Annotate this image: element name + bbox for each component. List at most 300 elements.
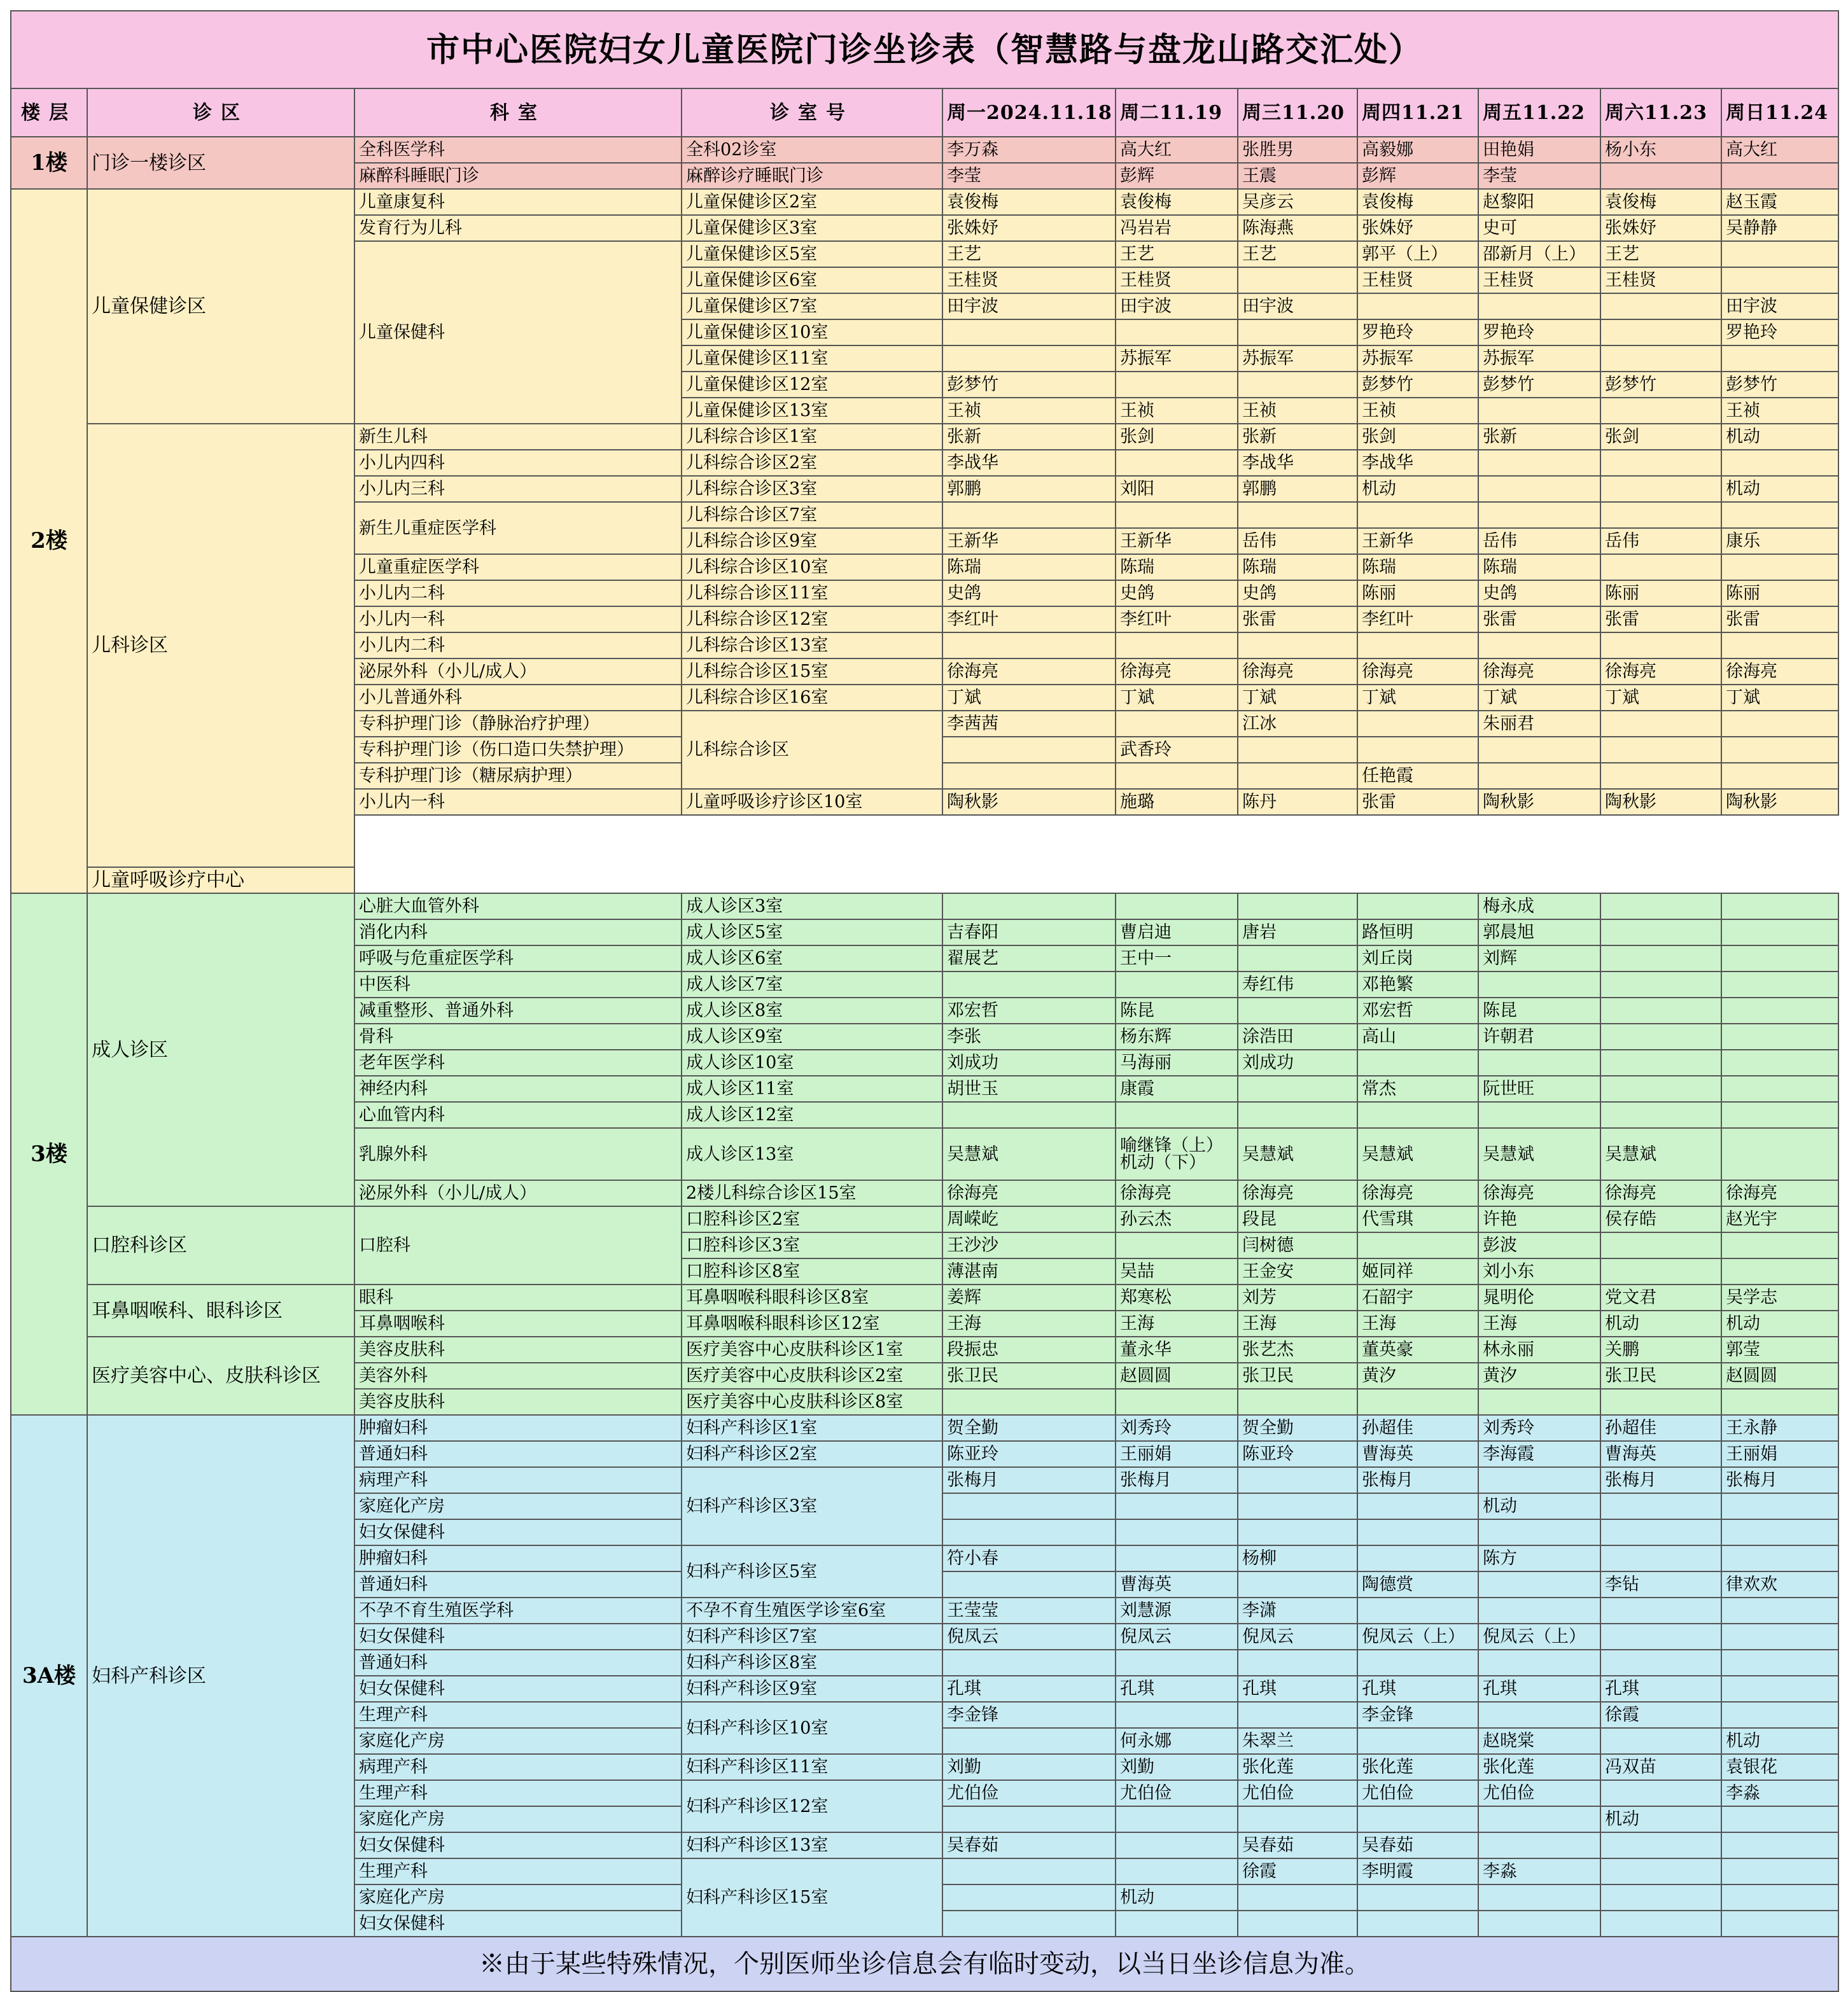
header-day-wed: 周三11.20	[1238, 88, 1357, 137]
doctor-cell: 张雷	[1478, 606, 1600, 632]
room-label: 儿童保健诊区12室	[682, 372, 942, 398]
doctor-cell: 张新	[1478, 424, 1600, 450]
area-label: 医疗美容中心、皮肤科诊区	[87, 1337, 354, 1415]
doctor-cell	[1721, 1519, 1838, 1545]
header-day-sat: 周六11.23	[1600, 88, 1721, 137]
doctor-cell: 郭莹	[1721, 1337, 1838, 1363]
doctor-cell: 王祯	[1721, 398, 1838, 424]
doctor-cell	[1721, 1650, 1838, 1676]
doctor-cell	[1478, 1050, 1600, 1076]
doctor-cell: 陶秋影	[942, 789, 1116, 815]
floor-label: 2楼	[11, 189, 87, 893]
doctor-cell	[1478, 1806, 1600, 1832]
dept-label: 专科护理门诊（糖尿病护理）	[354, 763, 682, 789]
doctor-cell: 机动	[1721, 1728, 1838, 1754]
doctor-cell: 孙云杰	[1116, 1206, 1238, 1232]
room-label: 妇科产科诊区13室	[682, 1832, 942, 1858]
doctor-cell: 王祯	[1357, 398, 1478, 424]
doctor-cell: 贺全勤	[942, 1415, 1116, 1441]
doctor-cell: 袁银花	[1721, 1754, 1838, 1780]
doctor-cell: 刘秀玲	[1478, 1415, 1600, 1441]
area-label: 口腔科诊区	[87, 1206, 354, 1285]
dept-label: 眼科	[354, 1285, 682, 1311]
doctor-cell: 侯存皓	[1600, 1206, 1721, 1232]
footer-note: ※由于某些特殊情况，个别医师坐诊信息会有临时变动，以当日坐诊信息为准。	[11, 1937, 1838, 1991]
doctor-cell: 袁俊梅	[1357, 189, 1478, 215]
table-row	[11, 1206, 1838, 1232]
doctor-cell	[942, 1389, 1116, 1415]
doctor-cell	[942, 1519, 1116, 1545]
doctor-cell	[942, 1571, 1116, 1598]
doctor-cell	[1478, 1650, 1600, 1676]
doctor-cell	[1357, 737, 1478, 763]
doctor-cell	[1600, 919, 1721, 945]
doctor-cell: 王祯	[942, 398, 1116, 424]
doctor-cell	[1478, 1467, 1600, 1493]
doctor-cell	[1116, 1102, 1238, 1128]
dept-label: 新生儿重症医学科	[354, 502, 682, 554]
doctor-cell	[1478, 1389, 1600, 1415]
room-label: 儿科综合诊区1室	[682, 424, 942, 450]
dept-label: 儿童重症医学科	[354, 554, 682, 580]
schedule-container	[10, 10, 1838, 1979]
doctor-cell	[1357, 893, 1478, 919]
table-row	[11, 189, 1838, 215]
room-label: 妇科产科诊区1室	[682, 1415, 942, 1441]
doctor-cell	[1357, 1050, 1478, 1076]
header-day-sun: 周日11.24	[1721, 88, 1838, 137]
room-label: 儿童保健诊区7室	[682, 293, 942, 319]
doctor-cell: 彭辉	[1357, 163, 1478, 189]
doctor-cell	[1478, 476, 1600, 502]
doctor-cell	[1600, 1519, 1721, 1545]
doctor-cell: 王中一	[1116, 945, 1238, 972]
doctor-cell: 刘成功	[1238, 1050, 1357, 1076]
dept-label: 美容外科	[354, 1363, 682, 1389]
doctor-cell: 王海	[1478, 1311, 1600, 1337]
doctor-cell: 尤伯俭	[1478, 1780, 1600, 1806]
doctor-cell: 姬同祥	[1357, 1258, 1478, 1285]
room-label: 成人诊区9室	[682, 1024, 942, 1050]
doctor-cell: 张梅月	[1600, 1467, 1721, 1493]
doctor-cell	[1721, 1493, 1838, 1519]
doctor-cell	[1357, 1102, 1478, 1128]
doctor-cell: 彭梦竹	[1478, 372, 1600, 398]
doctor-cell	[1600, 1545, 1721, 1571]
doctor-cell: 郭晨旭	[1478, 919, 1600, 945]
room-label: 全科02诊室	[682, 137, 942, 163]
doctor-cell	[1600, 1858, 1721, 1884]
table-row	[11, 1415, 1838, 1441]
doctor-cell: 王桂贤	[942, 267, 1116, 293]
doctor-cell: 岳伟	[1238, 528, 1357, 554]
doctor-cell	[1357, 1493, 1478, 1519]
doctor-cell: 张新	[942, 424, 1116, 450]
doctor-cell: 冯岩岩	[1116, 215, 1238, 241]
doctor-cell	[1721, 1858, 1838, 1884]
doctor-cell: 王海	[1357, 1311, 1478, 1337]
doctor-cell: 李淼	[1721, 1780, 1838, 1806]
doctor-cell: 史鸽	[942, 580, 1116, 606]
doctor-cell: 史鸽	[1238, 580, 1357, 606]
doctor-cell: 何永娜	[1116, 1728, 1238, 1754]
dept-label: 神经内科	[354, 1076, 682, 1102]
doctor-cell	[1116, 711, 1238, 737]
doctor-cell	[1357, 1545, 1478, 1571]
doctor-cell: 机动	[1600, 1806, 1721, 1832]
dept-label: 中医科	[354, 972, 682, 998]
room-label: 儿科综合诊区15室	[682, 658, 942, 685]
doctor-cell: 涂浩田	[1238, 1024, 1357, 1050]
dept-label: 消化内科	[354, 919, 682, 945]
doctor-cell	[942, 1911, 1116, 1937]
doctor-cell	[1116, 1493, 1238, 1519]
doctor-cell	[1238, 998, 1357, 1024]
header-area: 诊区	[87, 88, 354, 137]
doctor-cell	[1478, 632, 1600, 658]
doctor-cell	[1357, 1650, 1478, 1676]
room-label: 不孕不育生殖医学诊室6室	[682, 1598, 942, 1624]
doctor-cell	[1600, 1024, 1721, 1050]
doctor-cell	[1600, 737, 1721, 763]
doctor-cell	[1600, 998, 1721, 1024]
doctor-cell	[1238, 1806, 1357, 1832]
doctor-cell: 路恒明	[1357, 919, 1478, 945]
doctor-cell: 唐岩	[1238, 919, 1357, 945]
doctor-cell	[1238, 632, 1357, 658]
doctor-cell	[1238, 1493, 1357, 1519]
doctor-cell: 王海	[1238, 1311, 1357, 1337]
doctor-cell: 黄汐	[1357, 1363, 1478, 1389]
doctor-cell	[1600, 1493, 1721, 1519]
doctor-name: 喻继锋（上）	[1120, 1136, 1223, 1155]
doctor-cell	[1238, 1389, 1357, 1415]
doctor-cell: 徐海亮	[1357, 1180, 1478, 1206]
doctor-cell: 冯双苗	[1600, 1754, 1721, 1780]
doctor-cell	[1600, 1780, 1721, 1806]
dept-label: 儿童康复科	[354, 189, 682, 215]
doctor-cell	[942, 502, 1116, 528]
dept-label: 减重整形、普通外科	[354, 998, 682, 1024]
doctor-cell: 田宇波	[942, 293, 1116, 319]
doctor-cell: 张剑	[1600, 424, 1721, 450]
doctor-cell: 吉春阳	[942, 919, 1116, 945]
doctor-cell	[1721, 1024, 1838, 1050]
doctor-cell: 康乐	[1721, 528, 1838, 554]
doctor-cell: 李金锋	[942, 1702, 1116, 1728]
room-label: 妇科产科诊区5室	[682, 1545, 942, 1598]
doctor-cell	[1238, 1102, 1357, 1128]
doctor-cell: 李明霞	[1357, 1858, 1478, 1884]
doctor-cell: 苏振军	[1116, 345, 1238, 372]
doctor-cell	[1721, 1076, 1838, 1102]
doctor-cell: 田宇波	[1238, 293, 1357, 319]
doctor-cell: 段昆	[1238, 1206, 1357, 1232]
dept-label: 美容皮肤科	[354, 1337, 682, 1363]
room-label: 儿童呼吸诊疗诊区10室	[682, 789, 942, 815]
doctor-cell: 高毅娜	[1357, 137, 1478, 163]
doctor-cell: 陈丽	[1721, 580, 1838, 606]
doctor-cell: 机动	[1116, 1884, 1238, 1911]
room-label: 耳鼻咽喉科眼科诊区12室	[682, 1311, 942, 1337]
doctor-cell: 王艺	[1600, 241, 1721, 267]
doctor-cell	[1600, 1624, 1721, 1650]
doctor-cell: 任艳霞	[1357, 763, 1478, 789]
doctor-cell	[1600, 502, 1721, 528]
doctor-cell: 寿红伟	[1238, 972, 1357, 998]
doctor-cell	[1721, 711, 1838, 737]
header-room: 诊室号	[682, 88, 942, 137]
doctor-cell: 段振忠	[942, 1337, 1116, 1363]
doctor-cell: 苏振军	[1357, 345, 1478, 372]
doctor-cell: 陶德赏	[1357, 1571, 1478, 1598]
doctor-cell: 王金安	[1238, 1258, 1357, 1285]
doctor-cell: 李茜茜	[942, 711, 1116, 737]
header-dept: 科室	[354, 88, 682, 137]
room-label: 成人诊区5室	[682, 919, 942, 945]
doctor-cell: 彭梦竹	[1600, 372, 1721, 398]
doctor-cell: 关鹏	[1600, 1337, 1721, 1363]
dept-label: 小儿内三科	[354, 476, 682, 502]
doctor-cell	[1357, 1389, 1478, 1415]
doctor-cell: 陈瑞	[1357, 554, 1478, 580]
room-label: 成人诊区6室	[682, 945, 942, 972]
dept-label: 乳腺外科	[354, 1128, 682, 1180]
doctor-cell	[1116, 1806, 1238, 1832]
doctor-cell	[1721, 1598, 1838, 1624]
doctor-cell	[1721, 554, 1838, 580]
doctor-cell	[1116, 450, 1238, 476]
doctor-cell: 马海丽	[1116, 1050, 1238, 1076]
doctor-cell: 高山	[1357, 1024, 1478, 1050]
doctor-cell	[1600, 554, 1721, 580]
doctor-cell: 尤伯俭	[1116, 1780, 1238, 1806]
doctor-cell	[1600, 319, 1721, 345]
room-label: 儿科综合诊区3室	[682, 476, 942, 502]
doctor-cell	[1238, 763, 1357, 789]
room-label: 2楼儿科综合诊区15室	[682, 1180, 942, 1206]
table-row	[11, 867, 1838, 893]
doctor-cell: 刘阳	[1116, 476, 1238, 502]
doctor-cell: 许艳	[1478, 1206, 1600, 1232]
doctor-cell: 丁斌	[1238, 685, 1357, 711]
doctor-cell	[1600, 1728, 1721, 1754]
doctor-cell: 徐海亮	[1357, 658, 1478, 685]
doctor-cell	[1478, 1911, 1600, 1937]
doctor-cell	[1721, 998, 1838, 1024]
doctor-cell	[1600, 763, 1721, 789]
doctor-cell	[1600, 476, 1721, 502]
doctor-cell	[1478, 737, 1600, 763]
doctor-cell: 赵圆圆	[1721, 1363, 1838, 1389]
doctor-cell: 李红叶	[942, 606, 1116, 632]
doctor-cell: 张雷	[1600, 606, 1721, 632]
doctor-cell: 吴慧斌	[942, 1128, 1116, 1180]
doctor-cell: 罗艳玲	[1721, 319, 1838, 345]
doctor-cell: 董英豪	[1357, 1337, 1478, 1363]
doctor-cell: 李莹	[1478, 163, 1600, 189]
doctor-cell	[1721, 737, 1838, 763]
doctor-cell: 符小春	[942, 1545, 1116, 1571]
doctor-cell: 刘慧源	[1116, 1598, 1238, 1624]
dept-label: 妇女保健科	[354, 1911, 682, 1937]
doctor-cell	[942, 1493, 1116, 1519]
doctor-cell: 陶秋影	[1478, 789, 1600, 815]
doctor-cell	[1600, 1832, 1721, 1858]
table-row	[11, 893, 1838, 919]
doctor-cell	[1721, 241, 1838, 267]
doctor-cell: 赵圆圆	[1116, 1363, 1238, 1389]
doctor-cell: 田宇波	[1721, 293, 1838, 319]
doctor-cell: 王震	[1238, 163, 1357, 189]
dept-label: 专科护理门诊（静脉治疗护理）	[354, 711, 682, 737]
doctor-cell: 徐海亮	[1721, 658, 1838, 685]
doctor-cell	[1116, 1702, 1238, 1728]
doctor-cell: 黄汐	[1478, 1363, 1600, 1389]
doctor-cell: 郭平（上）	[1357, 241, 1478, 267]
doctor-cell	[1357, 1884, 1478, 1911]
header-day-fri: 周五11.22	[1478, 88, 1600, 137]
footer-row	[11, 1937, 1838, 1991]
doctor-cell: 李战华	[1357, 450, 1478, 476]
doctor-cell: 李钻	[1600, 1571, 1721, 1598]
doctor-cell: 董永华	[1116, 1337, 1238, 1363]
doctor-cell: 王海	[1116, 1311, 1238, 1337]
doctor-cell: 张化莲	[1238, 1754, 1357, 1780]
table-row	[11, 1337, 1838, 1363]
header-row	[11, 88, 1838, 137]
doctor-cell	[1116, 763, 1238, 789]
doctor-cell	[1721, 893, 1838, 919]
doctor-cell: 徐海亮	[1721, 1180, 1838, 1206]
doctor-cell: 史可	[1478, 215, 1600, 241]
room-label: 儿科综合诊区11室	[682, 580, 942, 606]
dept-label: 普通妇科	[354, 1571, 682, 1598]
floor-label: 3A楼	[11, 1415, 87, 1937]
doctor-cell	[1478, 1102, 1600, 1128]
doctor-cell	[1116, 632, 1238, 658]
doctor-cell	[942, 1806, 1116, 1832]
dept-label: 麻醉科睡眠门诊	[354, 163, 682, 189]
doctor-cell	[1116, 1128, 1238, 1180]
doctor-cell: 张姝妤	[1600, 215, 1721, 241]
doctor-cell: 陈亚玲	[1238, 1441, 1357, 1467]
doctor-cell	[1721, 502, 1838, 528]
doctor-cell	[1478, 293, 1600, 319]
room-label: 成人诊区11室	[682, 1076, 942, 1102]
doctor-cell: 张卫民	[1238, 1363, 1357, 1389]
room-label: 儿科综合诊区9室	[682, 528, 942, 554]
room-label: 成人诊区7室	[682, 972, 942, 998]
doctor-cell: 张化莲	[1357, 1754, 1478, 1780]
doctor-cell	[1116, 372, 1238, 398]
doctor-cell: 张梅月	[1721, 1467, 1838, 1493]
doctor-cell	[1357, 1519, 1478, 1545]
doctor-cell: 倪凤云（上）	[1478, 1624, 1600, 1650]
doctor-cell: 彭梦竹	[1721, 372, 1838, 398]
doctor-cell: 赵玉霞	[1721, 189, 1838, 215]
room-label: 儿童保健诊区13室	[682, 398, 942, 424]
dept-label: 儿童保健科	[354, 241, 682, 424]
dept-label: 小儿内一科	[354, 606, 682, 632]
doctor-cell: 田艳娟	[1478, 137, 1600, 163]
doctor-cell: 丁斌	[1600, 685, 1721, 711]
doctor-cell: 吴春茹	[1357, 1832, 1478, 1858]
dept-label: 肿瘤妇科	[354, 1545, 682, 1571]
doctor-cell	[1600, 632, 1721, 658]
doctor-cell: 邵新月（上）	[1478, 241, 1600, 267]
doctor-cell	[1116, 1858, 1238, 1884]
doctor-cell: 江冰	[1238, 711, 1357, 737]
doctor-cell	[1600, 1050, 1721, 1076]
room-label: 妇科产科诊区8室	[682, 1650, 942, 1676]
doctor-cell	[1478, 450, 1600, 476]
doctor-cell	[1600, 711, 1721, 737]
doctor-cell	[942, 1102, 1116, 1128]
doctor-cell	[1238, 372, 1357, 398]
room-label: 成人诊区3室	[682, 893, 942, 919]
doctor-cell	[942, 1858, 1116, 1884]
doctor-cell: 罗艳玲	[1478, 319, 1600, 345]
doctor-cell: 王艺	[1116, 241, 1238, 267]
dept-label: 妇女保健科	[354, 1519, 682, 1545]
doctor-cell: 施璐	[1116, 789, 1238, 815]
doctor-cell: 梅永成	[1478, 893, 1600, 919]
doctor-cell: 李红叶	[1116, 606, 1238, 632]
doctor-cell: 张剑	[1116, 424, 1238, 450]
doctor-cell: 徐霞	[1600, 1702, 1721, 1728]
doctor-cell: 孙超佳	[1357, 1415, 1478, 1441]
room-label: 妇科产科诊区12室	[682, 1780, 942, 1832]
doctor-cell	[1721, 919, 1838, 945]
doctor-cell: 张卫民	[942, 1363, 1116, 1389]
doctor-cell: 陶秋影	[1721, 789, 1838, 815]
doctor-cell	[1116, 972, 1238, 998]
dept-label: 病理产科	[354, 1754, 682, 1780]
doctor-cell	[1116, 1832, 1238, 1858]
doctor-cell: 史鸽	[1116, 580, 1238, 606]
doctor-cell	[1238, 945, 1357, 972]
doctor-cell: 苏振军	[1238, 345, 1357, 372]
doctor-cell: 李莹	[942, 163, 1116, 189]
doctor-cell: 徐海亮	[1478, 658, 1600, 685]
doctor-cell: 王桂贤	[1357, 267, 1478, 293]
doctor-cell: 阮世旺	[1478, 1076, 1600, 1102]
dept-label: 骨科	[354, 1024, 682, 1050]
doctor-cell: 王新华	[1116, 528, 1238, 554]
doctor-cell: 徐海亮	[1116, 1180, 1238, 1206]
doctor-cell: 吴慧斌	[1478, 1128, 1600, 1180]
doctor-cell: 尤伯俭	[1238, 1780, 1357, 1806]
room-label: 儿科综合诊区	[682, 711, 942, 789]
doctor-cell: 徐海亮	[1116, 658, 1238, 685]
doctor-cell	[1116, 1911, 1238, 1937]
doctor-cell: 张姝妤	[942, 215, 1116, 241]
doctor-cell: 田宇波	[1116, 293, 1238, 319]
room-label: 妇科产科诊区2室	[682, 1441, 942, 1467]
dept-label: 泌尿外科（小儿/成人）	[354, 658, 682, 685]
doctor-cell: 陈丽	[1600, 580, 1721, 606]
room-label: 医疗美容中心皮肤科诊区8室	[682, 1389, 942, 1415]
doctor-cell	[1238, 1650, 1357, 1676]
doctor-cell: 杨东辉	[1116, 1024, 1238, 1050]
dept-label: 心脏大血管外科	[354, 893, 682, 919]
doctor-cell: 吴慧斌	[1600, 1128, 1721, 1180]
doctor-cell: 丁斌	[1478, 685, 1600, 711]
dept-label: 家庭化产房	[354, 1884, 682, 1911]
doctor-cell: 王祯	[1238, 398, 1357, 424]
doctor-cell	[1478, 1884, 1600, 1911]
